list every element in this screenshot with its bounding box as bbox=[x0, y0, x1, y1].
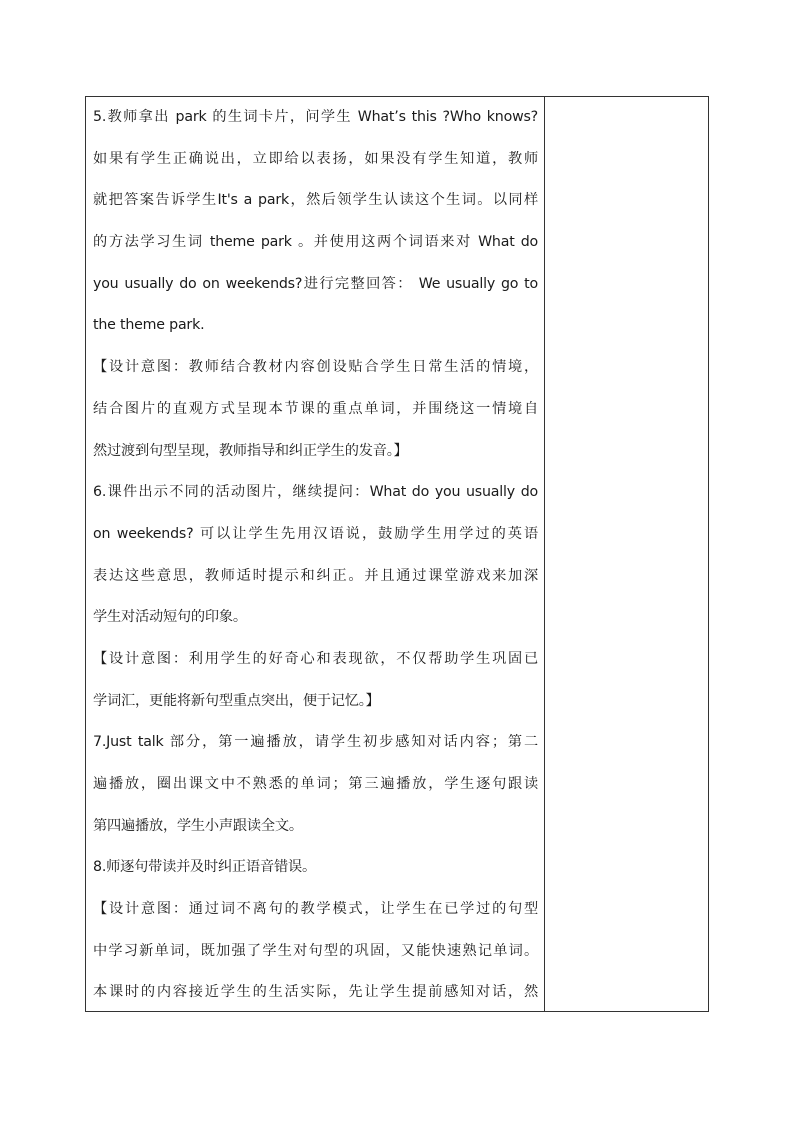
paragraph-line: 6.课件出示不同的活动图片，继续提问：What do you usually do bbox=[93, 484, 538, 501]
paragraph-line: 【设计意图：利用学生的好奇心和表现欲，不仅帮助学生巩固已 bbox=[93, 650, 538, 667]
paragraph-line: on weekends? 可以让学生先用汉语说，鼓励学生用学过的英语 bbox=[93, 525, 538, 542]
paragraph-line: 本课时的内容接近学生的生活实际，先让学生提前感知对话，然 bbox=[93, 984, 538, 1001]
paragraph-line: 8.师逐句带读并及时纠正语音错误。 bbox=[93, 859, 316, 876]
paragraph-line: 【设计意图：通过词不离句的教学模式，让学生在已学过的句型 bbox=[93, 901, 538, 918]
paragraph-line: 7.Just talk 部分，第一遍播放，请学生初步感知对话内容；第二 bbox=[93, 734, 538, 751]
paragraph-line: 遍播放，圈出课文中不熟悉的单词；第三遍播放，学生逐句跟读 bbox=[93, 776, 538, 792]
paragraph-line: 如果有学生正确说出，立即给以表扬，如果没有学生知道，教师 bbox=[93, 150, 538, 167]
lesson-plan-table bbox=[85, 96, 709, 1012]
paragraph-line: 的方法学习生词 theme park 。并使用这两个词语来对 What do bbox=[93, 234, 538, 251]
paragraph-line: 中学习新单词，既加强了学生对句型的巩固，又能快速熟记单词。 bbox=[93, 942, 538, 959]
paragraph-line: 第四遍播放，学生小声跟读全文。 bbox=[93, 817, 303, 834]
paragraph-line: 就把答案告诉学生It's a park，然后领学生认读这个生词。以同样 bbox=[93, 192, 538, 209]
paragraph-line: 5.教师拿出 park 的生词卡片，问学生 What’s this ?Who knows? bbox=[93, 109, 538, 125]
paragraph-line: 学词汇，更能将新句型重点突出，便于记忆。】 bbox=[93, 692, 380, 709]
paragraph-line: 然过渡到句型呈现，教师指导和纠正学生的发音。】 bbox=[93, 442, 408, 459]
paragraph-line: you usually do on weekends?进行完整回答： We usually go to bbox=[93, 275, 538, 292]
teaching-process-cell bbox=[86, 97, 545, 1011]
paragraph-line: 学生对活动短句的印象。 bbox=[93, 609, 247, 626]
paragraph-line: 结合图片的直观方式呈现本节课的重点单词，并围绕这一情境自 bbox=[93, 400, 538, 417]
notes-cell bbox=[545, 97, 708, 1011]
paragraph-line: 【设计意图：教师结合教材内容创设贴合学生日常生活的情境， bbox=[93, 359, 538, 376]
paragraph-line: 表达这些意思，教师适时提示和纠正。并且通过课堂游戏来加深 bbox=[93, 567, 538, 584]
paragraph-line: the theme park. bbox=[93, 317, 205, 334]
